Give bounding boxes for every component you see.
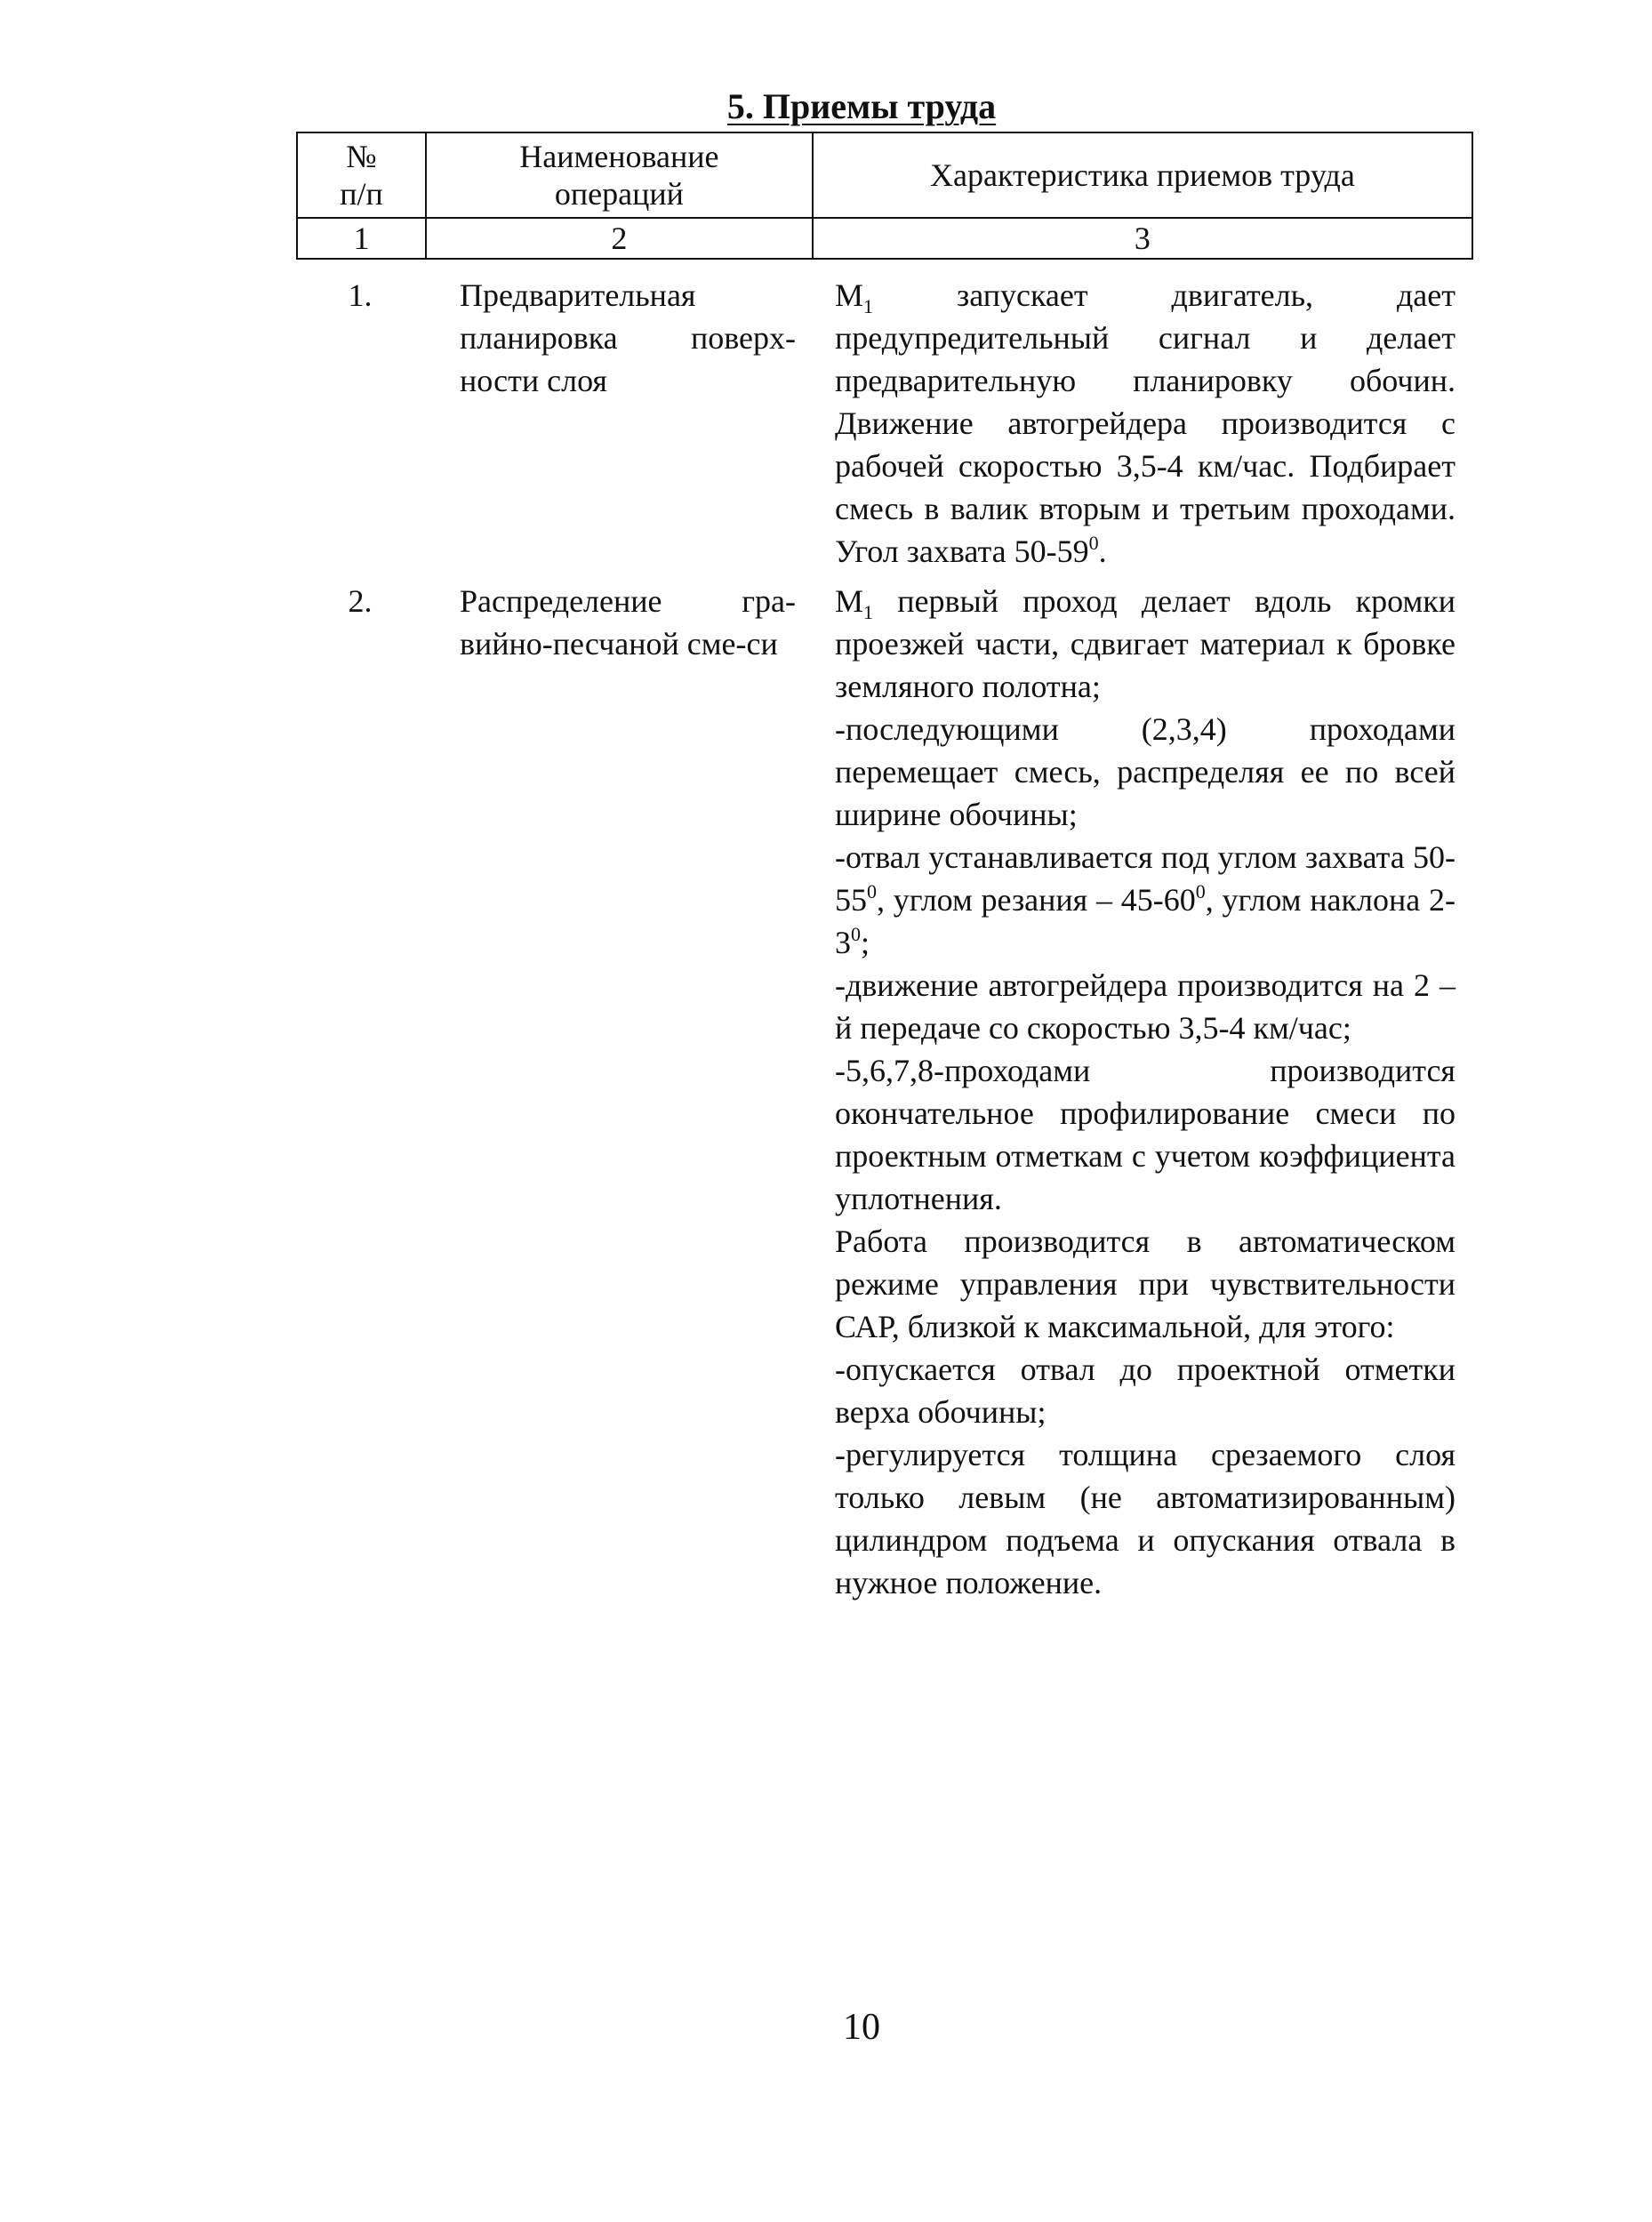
row-operation: Предварительная планировка поверх-ности слоя [460,277,796,398]
header-col-1: 1 [297,218,426,259]
description-paragraph: Работа производится в автоматическом режиме управления при чувствительности САР, близкой к максимальной, для этого: [835,1223,1456,1344]
table-row [296,580,1473,1604]
section-title: 5. Приемы труда [726,86,997,126]
description-paragraph: -отвал устанавливается под углом захвата $50-55^0$, углом резания – $45-60^0$, углом наклона $2-3^0$; [835,839,1456,960]
description-paragraph: -опускается отвал до проектной отметки верха обочины; [835,1352,1456,1430]
header-num: № п/п [297,132,426,218]
header-col-3: 3 [813,218,1472,259]
table-body [296,274,1473,1604]
header-number-row [297,218,1472,259]
header-characteristic: Характеристика приемов труда [813,132,1472,218]
table-row [296,274,1473,573]
table-header [296,132,1473,260]
description-paragraph: -движение автогрейдера производится на 2 –й передаче со скоростью 3,5-4 км/час; [835,967,1456,1046]
description-paragraph: -последующими (2,3,4) проходами перемещает смесь, распределяя ее по всей ширине обочины; [835,711,1456,832]
row-number: 2. [348,583,373,619]
description-paragraph: $М_1$ запускает двигатель, дает предупредительный сигнал и делает предварительную планировку обочин. Движение автогрейдера производится с рабочей скоростью 3,5-4 км/час. Подбирает смесь в валик вторым и третьим проходами. Угол захвата $50-59^0$. [835,277,1456,569]
row-description [815,274,1473,573]
header-col-2: 2 [426,218,813,259]
page-number: 10 [843,2007,880,2048]
description-paragraph: -5,6,7,8-проходами производится окончательное профилирование смеси по проектным отметкам с учетом коэффициента уплотнения. [835,1053,1456,1216]
description-paragraph: $М_1$ первый проход делает вдоль кромки проезжей части, сдвигает материал к бровке земляного полотна; [835,583,1456,704]
header-operation: Наименование операций [426,132,813,218]
row-operation: Распределение гра-вийно-песчаной сме-си [460,583,796,662]
header-row [297,132,1472,218]
row-description [815,580,1473,1604]
description-paragraph: -регулируется толщина срезаемого слоя только левым (не автоматизированным) цилиндром подъема и опускания отвала в нужное положение. [835,1437,1456,1600]
row-number: 1. [348,277,373,313]
